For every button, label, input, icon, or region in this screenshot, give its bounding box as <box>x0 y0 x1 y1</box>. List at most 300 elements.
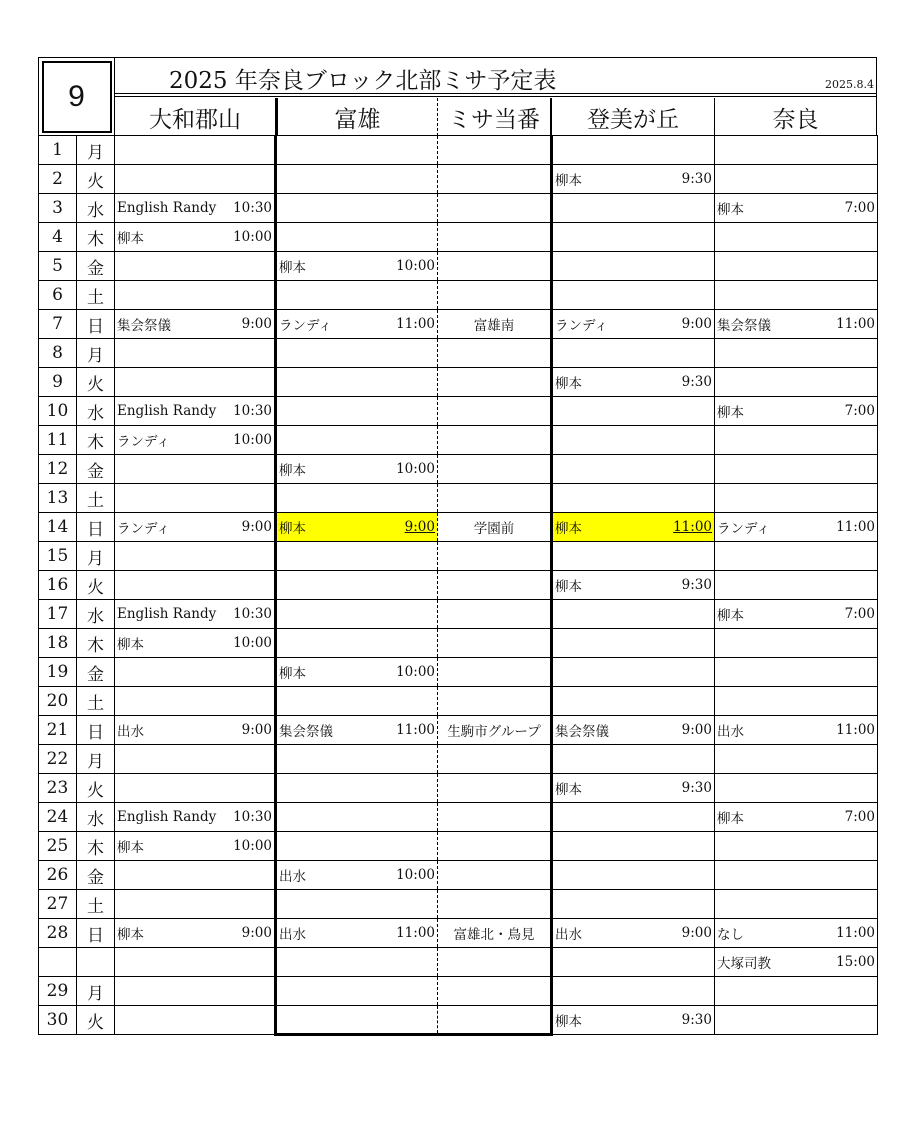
table-row <box>39 368 878 397</box>
weekday: 火 <box>77 571 115 600</box>
cell-tomio <box>276 368 438 397</box>
table-row <box>39 600 878 629</box>
weekday: 金 <box>77 455 115 484</box>
celebrant-name: 柳本 <box>279 521 306 537</box>
table-row <box>39 861 878 890</box>
entry <box>717 401 875 421</box>
cell-duty <box>438 948 552 977</box>
celebrant-name: 柳本 <box>555 173 582 189</box>
weekday: 土 <box>77 484 115 513</box>
mass-time: 9:30 <box>681 577 712 593</box>
entry <box>717 952 875 972</box>
cell-tomio <box>276 774 438 803</box>
table-row <box>39 339 878 368</box>
cell-tomigaoka <box>552 339 715 368</box>
celebrant-name: 柳本 <box>555 1014 582 1030</box>
cell-tomigaoka <box>552 774 715 803</box>
cell-tomio <box>276 455 438 484</box>
day-number <box>39 948 77 977</box>
table-row <box>39 513 878 542</box>
entry <box>555 923 712 943</box>
cell-tomigaoka <box>552 368 715 397</box>
cell-nara <box>715 194 878 223</box>
celebrant-name: 出水 <box>279 927 306 943</box>
table-row <box>39 629 878 658</box>
cell-tomio <box>276 919 438 948</box>
celebrant-name: ランディ <box>117 434 170 450</box>
cell-duty <box>438 194 552 223</box>
cell-tomio <box>276 629 438 658</box>
day-number: 25 <box>39 832 77 861</box>
entry <box>717 807 875 827</box>
cell-koriyama <box>115 223 276 252</box>
cell-nara <box>715 571 878 600</box>
celebrant-name: 柳本 <box>117 927 144 943</box>
cell-tomigaoka <box>552 832 715 861</box>
mass-time: 9:00 <box>681 722 712 738</box>
mass-time: 10:00 <box>233 229 272 245</box>
mass-time: 10:00 <box>233 635 272 651</box>
entry <box>117 227 272 247</box>
cell-nara <box>715 1006 878 1035</box>
weekday: 火 <box>77 774 115 803</box>
table-row <box>39 832 878 861</box>
mass-time: 15:00 <box>836 954 875 970</box>
cell-koriyama <box>115 919 276 948</box>
cell-duty <box>438 165 552 194</box>
day-number: 17 <box>39 600 77 629</box>
cell-koriyama <box>115 252 276 281</box>
celebrant-name: ランディ <box>279 318 332 334</box>
cell-tomio <box>276 397 438 426</box>
cell-nara <box>715 687 878 716</box>
cell-koriyama <box>115 1006 276 1035</box>
cell-koriyama <box>115 687 276 716</box>
mass-time: 10:30 <box>233 200 272 216</box>
cell-tomigaoka <box>552 542 715 571</box>
entry <box>717 923 875 943</box>
mass-time: 10:00 <box>396 664 435 680</box>
mass-time: 10:00 <box>396 258 435 274</box>
entry <box>117 633 272 653</box>
table-row <box>39 455 878 484</box>
cell-duty <box>438 542 552 571</box>
mass-time: 9:00 <box>241 925 272 941</box>
day-number: 4 <box>39 223 77 252</box>
celebrant-name: 集会祭儀 <box>117 318 171 334</box>
table-row <box>39 774 878 803</box>
weekday: 日 <box>77 716 115 745</box>
cell-nara <box>715 745 878 774</box>
celebrant-name: 集会祭儀 <box>717 318 771 334</box>
cell-nara <box>715 716 878 745</box>
cell-koriyama <box>115 890 276 919</box>
celebrant-name: 柳本 <box>555 376 582 392</box>
cell-koriyama <box>115 542 276 571</box>
celebrant-name: ランディ <box>117 521 170 537</box>
cell-duty <box>438 252 552 281</box>
table-row <box>39 426 878 455</box>
cell-tomigaoka <box>552 136 715 165</box>
weekday: 土 <box>77 687 115 716</box>
cell-nara <box>715 281 878 310</box>
cell-nara <box>715 397 878 426</box>
cell-duty: 学園前 <box>438 513 552 542</box>
table-row <box>39 223 878 252</box>
table-row <box>39 658 878 687</box>
entry <box>279 314 435 334</box>
cell-tomio <box>276 194 438 223</box>
cell-tomio <box>276 890 438 919</box>
column-header-nara: 奈良 <box>772 106 819 133</box>
mass-time: 9:00 <box>681 925 712 941</box>
entry <box>279 256 435 276</box>
mass-time: 11:00 <box>836 519 875 535</box>
cell-duty <box>438 281 552 310</box>
entry <box>279 517 435 537</box>
mass-time: 10:00 <box>396 461 435 477</box>
table-row <box>39 803 878 832</box>
cell-tomio <box>276 948 438 977</box>
celebrant-name: 柳本 <box>279 666 306 682</box>
schedule-header <box>38 57 877 135</box>
entry <box>279 662 435 682</box>
cell-tomigaoka <box>552 252 715 281</box>
table-row <box>39 890 878 919</box>
day-number: 23 <box>39 774 77 803</box>
mass-time: 11:00 <box>396 316 435 332</box>
weekday: 月 <box>77 977 115 1006</box>
cell-koriyama <box>115 484 276 513</box>
weekday: 土 <box>77 890 115 919</box>
cell-tomigaoka <box>552 977 715 1006</box>
cell-duty: 生駒市グループ <box>438 716 552 745</box>
celebrant-name: ランディ <box>717 521 770 537</box>
celebrant-name: 柳本 <box>555 521 582 537</box>
entry <box>555 314 712 334</box>
weekday: 水 <box>77 600 115 629</box>
month-box <box>39 58 115 136</box>
cell-tomio <box>276 658 438 687</box>
cell-tomigaoka <box>552 281 715 310</box>
mass-time: 9:30 <box>681 1012 712 1028</box>
mass-time: 11:00 <box>836 722 875 738</box>
cell-duty <box>438 571 552 600</box>
mass-time: 10:00 <box>233 838 272 854</box>
cell-koriyama <box>115 745 276 774</box>
table-row <box>39 310 878 339</box>
mass-time: 7:00 <box>844 606 875 622</box>
entry <box>555 720 712 740</box>
cell-duty <box>438 368 552 397</box>
weekday: 金 <box>77 658 115 687</box>
cell-tomigaoka <box>552 513 715 542</box>
cell-tomigaoka <box>552 397 715 426</box>
cell-nara <box>715 252 878 281</box>
day-number: 2 <box>39 165 77 194</box>
mass-time: 10:30 <box>233 809 272 825</box>
weekday: 水 <box>77 194 115 223</box>
day-number: 13 <box>39 484 77 513</box>
cell-nara <box>715 136 878 165</box>
cell-duty: 富雄北・鳥見 <box>438 919 552 948</box>
weekday: 火 <box>77 165 115 194</box>
cell-tomigaoka <box>552 716 715 745</box>
cell-koriyama <box>115 600 276 629</box>
cell-tomio <box>276 426 438 455</box>
cell-tomio <box>276 977 438 1006</box>
cell-tomigaoka <box>552 919 715 948</box>
cell-duty <box>438 484 552 513</box>
cell-koriyama <box>115 977 276 1006</box>
cell-nara <box>715 803 878 832</box>
celebrant-name: 柳本 <box>717 405 744 421</box>
cell-tomigaoka <box>552 948 715 977</box>
weekday: 火 <box>77 368 115 397</box>
cell-tomigaoka <box>552 600 715 629</box>
cell-koriyama <box>115 426 276 455</box>
mass-time: 11:00 <box>836 316 875 332</box>
title-double-rule <box>115 93 876 97</box>
day-number: 6 <box>39 281 77 310</box>
entry <box>279 865 435 885</box>
celebrant-name: ランディ <box>555 318 608 334</box>
entry <box>117 923 272 943</box>
cell-koriyama <box>115 397 276 426</box>
day-number: 27 <box>39 890 77 919</box>
cell-koriyama <box>115 281 276 310</box>
weekday: 日 <box>77 310 115 339</box>
cell-tomio <box>276 716 438 745</box>
day-number: 19 <box>39 658 77 687</box>
day-number: 8 <box>39 339 77 368</box>
cell-tomio <box>276 252 438 281</box>
celebrant-name: English Randy <box>117 606 217 622</box>
entry <box>279 720 435 740</box>
mass-time: 9:00 <box>681 316 712 332</box>
mass-time: 10:30 <box>233 403 272 419</box>
entry <box>555 169 712 189</box>
weekday: 木 <box>77 629 115 658</box>
table-row <box>39 919 878 948</box>
cell-nara <box>715 977 878 1006</box>
cell-duty <box>438 136 552 165</box>
mass-time: 7:00 <box>844 403 875 419</box>
cell-duty <box>438 745 552 774</box>
mass-time: 9:30 <box>681 374 712 390</box>
entry <box>717 517 875 537</box>
cell-tomigaoka <box>552 658 715 687</box>
entry <box>717 198 875 218</box>
weekday: 日 <box>77 919 115 948</box>
cell-koriyama <box>115 194 276 223</box>
mass-time: 7:00 <box>844 809 875 825</box>
weekday: 日 <box>77 513 115 542</box>
cell-tomio <box>276 513 438 542</box>
weekday: 月 <box>77 339 115 368</box>
cell-nara <box>715 339 878 368</box>
cell-tomio <box>276 803 438 832</box>
cell-tomigaoka <box>552 426 715 455</box>
day-number: 11 <box>39 426 77 455</box>
cell-tomio <box>276 165 438 194</box>
cell-nara <box>715 861 878 890</box>
day-number: 1 <box>39 136 77 165</box>
entry <box>555 575 712 595</box>
celebrant-name: 柳本 <box>555 782 582 798</box>
cell-nara <box>715 484 878 513</box>
celebrant-name: 柳本 <box>279 463 306 479</box>
mass-time: 9:00 <box>241 519 272 535</box>
entry <box>555 778 712 798</box>
day-number: 10 <box>39 397 77 426</box>
mass-time: 9:30 <box>681 171 712 187</box>
weekday: 金 <box>77 252 115 281</box>
cell-tomigaoka <box>552 890 715 919</box>
cell-tomigaoka <box>552 223 715 252</box>
table-row <box>39 165 878 194</box>
cell-duty <box>438 890 552 919</box>
cell-koriyama <box>115 716 276 745</box>
table-row <box>39 977 878 1006</box>
day-number: 3 <box>39 194 77 223</box>
weekday: 月 <box>77 136 115 165</box>
schedule-body <box>39 136 878 1035</box>
cell-nara <box>715 310 878 339</box>
cell-tomigaoka <box>552 455 715 484</box>
day-number: 21 <box>39 716 77 745</box>
cell-duty <box>438 1006 552 1035</box>
table-row <box>39 745 878 774</box>
day-number: 15 <box>39 542 77 571</box>
cell-nara <box>715 455 878 484</box>
cell-duty <box>438 861 552 890</box>
table-row <box>39 484 878 513</box>
cell-tomigaoka <box>552 687 715 716</box>
cell-nara <box>715 832 878 861</box>
cell-duty <box>438 223 552 252</box>
celebrant-name: 集会祭儀 <box>555 724 609 740</box>
entry <box>717 720 875 740</box>
mass-time: 9:00 <box>404 519 435 535</box>
cell-koriyama <box>115 832 276 861</box>
cell-tomio <box>276 136 438 165</box>
cell-tomio <box>276 281 438 310</box>
table-row <box>39 948 878 977</box>
entry <box>117 606 272 622</box>
day-number: 20 <box>39 687 77 716</box>
entry <box>117 809 272 825</box>
table-row <box>39 687 878 716</box>
cell-nara <box>715 774 878 803</box>
day-number: 7 <box>39 310 77 339</box>
entry <box>117 430 272 450</box>
cell-nara <box>715 513 878 542</box>
cell-nara <box>715 542 878 571</box>
mass-time: 9:30 <box>681 780 712 796</box>
mass-time: 11:00 <box>396 925 435 941</box>
weekday: 水 <box>77 803 115 832</box>
cell-nara <box>715 948 878 977</box>
cell-tomio <box>276 310 438 339</box>
schedule-title: 2025 年奈良ブロック北部ミサ予定表 <box>169 68 557 94</box>
table-row <box>39 716 878 745</box>
cell-nara <box>715 658 878 687</box>
cell-tomigaoka <box>552 1006 715 1035</box>
cell-koriyama <box>115 136 276 165</box>
entry <box>117 403 272 419</box>
entry <box>717 314 875 334</box>
column-header-koriyama: 大和郡山 <box>115 98 276 136</box>
column-headers <box>115 98 876 136</box>
celebrant-name: 柳本 <box>117 840 144 856</box>
cell-nara <box>715 223 878 252</box>
schedule-table <box>38 135 878 1036</box>
cell-tomigaoka <box>552 629 715 658</box>
mass-time: 10:30 <box>233 606 272 622</box>
cell-tomio <box>276 832 438 861</box>
cell-koriyama <box>115 948 276 977</box>
cell-tomio <box>276 600 438 629</box>
column-header-tomio: 富雄 <box>276 98 438 136</box>
cell-duty <box>438 803 552 832</box>
celebrant-name: 柳本 <box>279 260 306 276</box>
cell-tomio <box>276 484 438 513</box>
cell-tomio <box>276 1006 438 1035</box>
table-row <box>39 252 878 281</box>
weekday: 水 <box>77 397 115 426</box>
cell-tomio <box>276 745 438 774</box>
cell-tomigaoka <box>552 803 715 832</box>
table-row <box>39 1006 878 1035</box>
cell-duty <box>438 977 552 1006</box>
mass-time: 10:00 <box>396 867 435 883</box>
cell-koriyama <box>115 658 276 687</box>
cell-koriyama <box>115 339 276 368</box>
entry <box>117 720 272 740</box>
day-number: 12 <box>39 455 77 484</box>
cell-tomigaoka <box>552 165 715 194</box>
mass-time: 9:00 <box>241 316 272 332</box>
cell-koriyama <box>115 803 276 832</box>
cell-duty <box>438 687 552 716</box>
cell-koriyama <box>115 629 276 658</box>
weekday: 月 <box>77 542 115 571</box>
celebrant-name: 柳本 <box>117 231 144 247</box>
entry <box>279 923 435 943</box>
day-number: 24 <box>39 803 77 832</box>
mass-time: 11:00 <box>396 722 435 738</box>
cell-koriyama <box>115 861 276 890</box>
cell-duty <box>438 629 552 658</box>
mass-time: 9:00 <box>241 722 272 738</box>
cell-duty <box>438 397 552 426</box>
weekday <box>77 948 115 977</box>
mass-time: 10:00 <box>233 432 272 448</box>
table-row <box>39 281 878 310</box>
celebrant-name: 出水 <box>279 869 306 885</box>
cell-nara <box>715 919 878 948</box>
cell-duty <box>438 426 552 455</box>
celebrant-name: 出水 <box>717 724 744 740</box>
cell-tomigaoka <box>552 194 715 223</box>
weekday: 月 <box>77 745 115 774</box>
cell-nara <box>715 368 878 397</box>
mass-time: 11:00 <box>673 519 712 535</box>
mass-time: 11:00 <box>836 925 875 941</box>
cell-koriyama <box>115 368 276 397</box>
cell-duty <box>438 455 552 484</box>
